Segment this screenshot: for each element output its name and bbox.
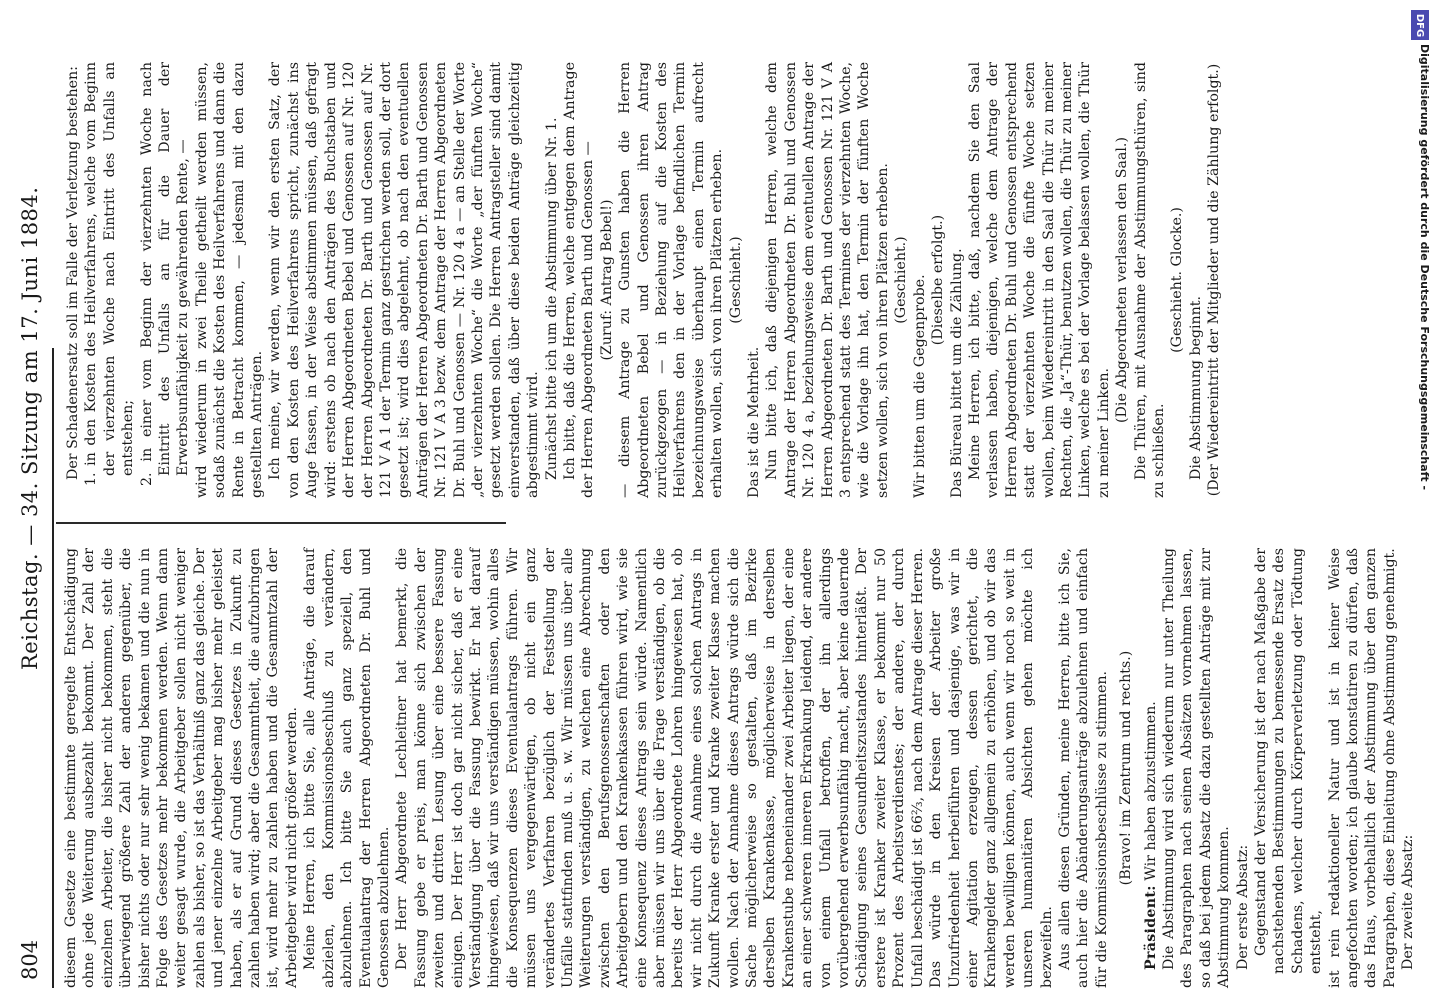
paragraph: Die Abstimmung beginnt.	[1187, 295, 1204, 480]
paragraph: Nun bitte ich, daß diejenigen Herren, welche dem Antrage der Herren Abgeordneten Dr. Buhl und Genossen Nr. 120 4 a, beziehungsweise dem eventuellen Antrage der Herren Abgeordneten Dr. Barth und Genossen Nr. 121 V A 3 entsprechend statt des Termines der vierzehnten Woche, wie die Vorlage ihn hat, den Termin der fünften Woche setzen wollen, sich von ihren Plätzen erheben.	[764, 62, 891, 498]
paragraph: Wir bitten um die Gegenprobe.	[911, 274, 928, 498]
paragraph: Aus allen diesen Gründen, meine Herren, bitte ich Sie, auch hier die Abänderungsanträge abzulehnen und einfach für die Kommissionsbeschlüsse zu stimmen.	[1056, 548, 1110, 988]
paragraph: Der Schadenersatz soll im Falle der Verletzung bestehen:	[65, 66, 81, 480]
stage-note: (Geschieht.)	[727, 236, 744, 324]
president-label: Präsident:	[1142, 885, 1159, 970]
paragraph: — diesem Antrage zu Gunsten haben die Herren Abgeordneten Bebel und Genossen ihren Antrag zurückgezogen — in Beziehung auf die Kosten des Heilverfahrens den in der Vorlage befindlichen Termin bezeichnungsweise überhaupt einen Termin aufrecht erhalten wollen, sich von ihren Plätzen erheben.	[617, 62, 726, 498]
stage-note: (Geschieht.)	[893, 236, 910, 324]
paragraph: Die Abstimmung wird sich wiederum nur unter Theilung des Paragraphen nach seinen Absätzen vornehmen lassen, so daß bei jedem Absatz die dazu gestellten Anträge mit zur Abstimmung kommen.	[1160, 548, 1233, 988]
column-divider	[56, 522, 506, 524]
stage-note: (Der Wiedereintritt der Mitglieder und die Zählung erfolgt.)	[1206, 63, 1223, 497]
paragraph: Meine Herren, ich bitte Sie, alle Anträge, die darauf abzielen, den Kommissionsbeschluß zu verändern, abzulehnen. Ich bitte Sie auch ganz speziell, den Eventualantrag der Herren Abgeordneten Dr. Buhl und Genossen abzulehnen.	[302, 548, 392, 988]
list-item: 2. in einer vom Beginn der vierzehnten Woche nach Eintritt des Unfalls an für die Dauer der Erwerbsunfähigkeit zu gewährenden Rente, —	[138, 62, 192, 486]
president-statement	[1142, 548, 1160, 988]
paragraph: Der Herr Abgeordnete Lechleitner hat bemerkt, die Fassung gebe er preis, man könne sich zwischen der zweiten und dritten Lesung über eine bessere Fassung einigen. Der Herr ist doch gar nicht sicher, daß er eine Verständigung über die Fassung bewirkt. Er hat darauf hingewiesen, daß wir uns verständigen müssen, wohin alles die Konsequenzen dieses Eventualantrags führen. Wir müssen uns vergegenwärtigen, ob nicht ein ganz verändertes Verfahren bezüglich der Feststellung der Unfälle stattfinden muß u. s. w. Wir müssen uns über alle Weiterungen verständigen, zu welchen eine Abrechnung zwischen den Berufsgenossenschaften oder den Arbeitgebern und den Krankenkassen führen wird, wie sie eine Konsequenz dieses Antrags sein würde. Namentlich aber müssen wir uns über die Frage verständigen, ob die bereits der Herr Abgeordnete Lohren hingewiesen hat, ob wir nicht durch die Annahme eines solchen Antrags in Zukunft Kranke erster und Kranke zweiter Klasse machen wollen. Nach der Annahme dieses Antrags würde sich die Sache möglicherweise so gestalten, daß im Bezirke derselben Krankenkasse, möglicherweise in derselben Krankenstube nebeneinander zwei Arbeiter liegen, der eine an einer schweren inneren Erkrankung leidend, der andere von einem Unfall betroffen, der ihn allerdings vorübergehend erwerbsunfähig macht, aber keine dauernde Schädigung seines Gesundheitszustandes hinterläßt. Der erstere ist Kranker zweiter Klasse, er bekommt nur 50 Prozent des Arbeitsverdienstes; der andere, der durch Unfall beschädigt ist 66⅔, nach dem Antrage dieser Herren. Das würde in den Kreisen der Arbeiter große Unzufriedenheit herbeiführen und dasjenige, was wir in einer Agitation erzeugen, dessen gerichtet, die Krankengelder ganz allgemein zu erhöhen, und ob wir das werden bewilligen können, auch wenn wir noch so weit in unseren humanitären Absichten gehen möchte ich bezweifeln.	[394, 548, 1055, 988]
paragraph: Das ist die Mehrheit.	[746, 346, 763, 498]
dfg-logo: DFG	[1411, 10, 1429, 40]
right-column	[64, 62, 1224, 498]
header-rule	[52, 348, 54, 988]
page-header	[0, 0, 60, 1000]
left-column	[62, 548, 1418, 988]
stage-note: (Die Abgeordneten verlassen den Saal.)	[1114, 137, 1131, 423]
digitization-sidebar	[1409, 8, 1431, 992]
quoted-clause: Gegenstand der Versicherung ist der nach Maßgabe der nachstehenden Bestimmungen zu bemessende Ersatz des Schadens, welcher durch Körperverletzung oder Tödtung entsteht,	[1253, 548, 1325, 974]
page-number: 804	[18, 939, 42, 980]
paragraph: ist rein redaktioneller Natur und ist in keiner Weise angefochten worden; ich glaube konstatiren zu dürfen, daß das Haus, vorbehaltlich der Abstimmung über den ganzen Paragraphen, diese Einleitung ohne Abstimmung genehmigt.	[1326, 548, 1398, 988]
interjection: (Zuruf: Antrag Bebel!)	[598, 199, 615, 361]
paragraph: diesem Gesetze eine bestimmte geregelte Entschädigung ohne jede Weiterung ausbezahlt bekommt. Der Zahl der einzelnen Arbeiter, die bisher nicht bekommen, steht die überwiegend größere Zahl der anderen gegenüber, die bisher nichts oder nur sehr wenig bekamen und die nun in Folge des Gesetzes mehr bekommen werden. Wenn dann weiter gesagt wurde, die Arbeitgeber sollen nicht weniger zahlen als bisher, so ist das Verhältniß ganz das gleiche. Der und jener einzelne Arbeitgeber mag bisher mehr geleistet haben, als er auf Grund dieses Gesetzes in Zukunft zu zahlen haben wird; aber die Gesammtheit, die aufzubringen ist, wird mehr zu zahlen haben und die Gesammtzahl der Arbeitgeber wird nicht größer werden.	[63, 548, 300, 988]
paragraph: Ich bitte, daß die Herren, welche entgegen dem Antrage der Herren Abgeordneten Barth und Genossen —	[561, 62, 597, 498]
stage-note: (Geschieht. Glocke.)	[1169, 207, 1186, 353]
stage-note: (Dieselbe erfolgt.)	[930, 214, 947, 346]
funding-note: Digitalisierung gefördert durch die Deutsche Forschungsgemeinschaft -	[1418, 44, 1431, 491]
paragraph: wird wiederum in zwei Theile getheilt werden müssen, sodaß zunächst die Kosten des Heilverfahrens und dann die Rente in Betracht kommen, — jedesmal mit den dazu gestellten Anträgen.	[193, 62, 266, 498]
paragraph: Meine Herren, ich bitte, daß, nachdem Sie den Saal verlassen haben, diejenigen, welche dem Antrage der Herren Abgeordneten Dr. Buhl und Genossen entsprechend statt der vierzehnten Woche die fünfte Woche setzen wollen, beim Wiedereintritt in den Saal die Thür zu meiner Rechten, die „Ja“-Thür, benutzen wollen, die Thür zu meiner Linken, welche es bei der Vorlage belassen wollen, die Thür zu meiner Linken.	[966, 62, 1112, 498]
page-title: Reichstag. — 34. Sitzung am 17. Juni 1884.	[18, 186, 42, 670]
paragraph: Ich meine, wir werden, wenn wir den ersten Satz, der von den Kosten des Heilverfahrens spricht, zunächst ins Auge fassen, in der Weise abstimmen müssen, daß gefragt wird: erstens ob nach den Anträgen des Buchstaben und der Herren Abgeordneten Bebel und Genossen auf Nr. 120 der Herren Abgeordneten Dr. Barth und Genossen auf Nr. 121 V A 1 der Termin ganz gestrichen werden soll, der dort gesetzt ist; wird dies abgelehnt, ob nach den eventuellen Anträgen der Herren Abgeordneten Dr. Barth und Genossen Nr. 121 V A 3 bezw. dem Antrage der Herren Abgeordneten Dr. Buhl und Genossen — Nr. 120 4 a — an Stelle der Worte „der vierzehnten Woche“ die Worte „der fünften Woche“ gesetzt werden sollen. Die Herren Antragsteller sind damit einverstanden, daß über diese beiden Anträge gleichzeitig abgestimmt wird.	[267, 62, 542, 498]
paragraph: Der zweite Absatz:	[1400, 834, 1417, 970]
paragraph: Der erste Absatz:	[1234, 844, 1251, 970]
president-text: Wir haben abzustimmen.	[1142, 701, 1159, 881]
paragraph: Die Thüren, mit Ausnahme der Abstimmungsthüren, sind zu schließen.	[1132, 62, 1167, 498]
applause-note: (Bravo! im Zentrum und rechts.)	[1118, 650, 1135, 886]
list-item: 1. in den Kosten des Heilverfahrens, welche vom Beginn der vierzehnten Woche nach Eintritt des Unfalls an entstehen;	[83, 62, 137, 486]
paragraph: Zunächst bitte ich um die Abstimmung über Nr. 1.	[543, 117, 560, 480]
paragraph: Das Büreau bittet um die Zählung.	[948, 248, 965, 498]
